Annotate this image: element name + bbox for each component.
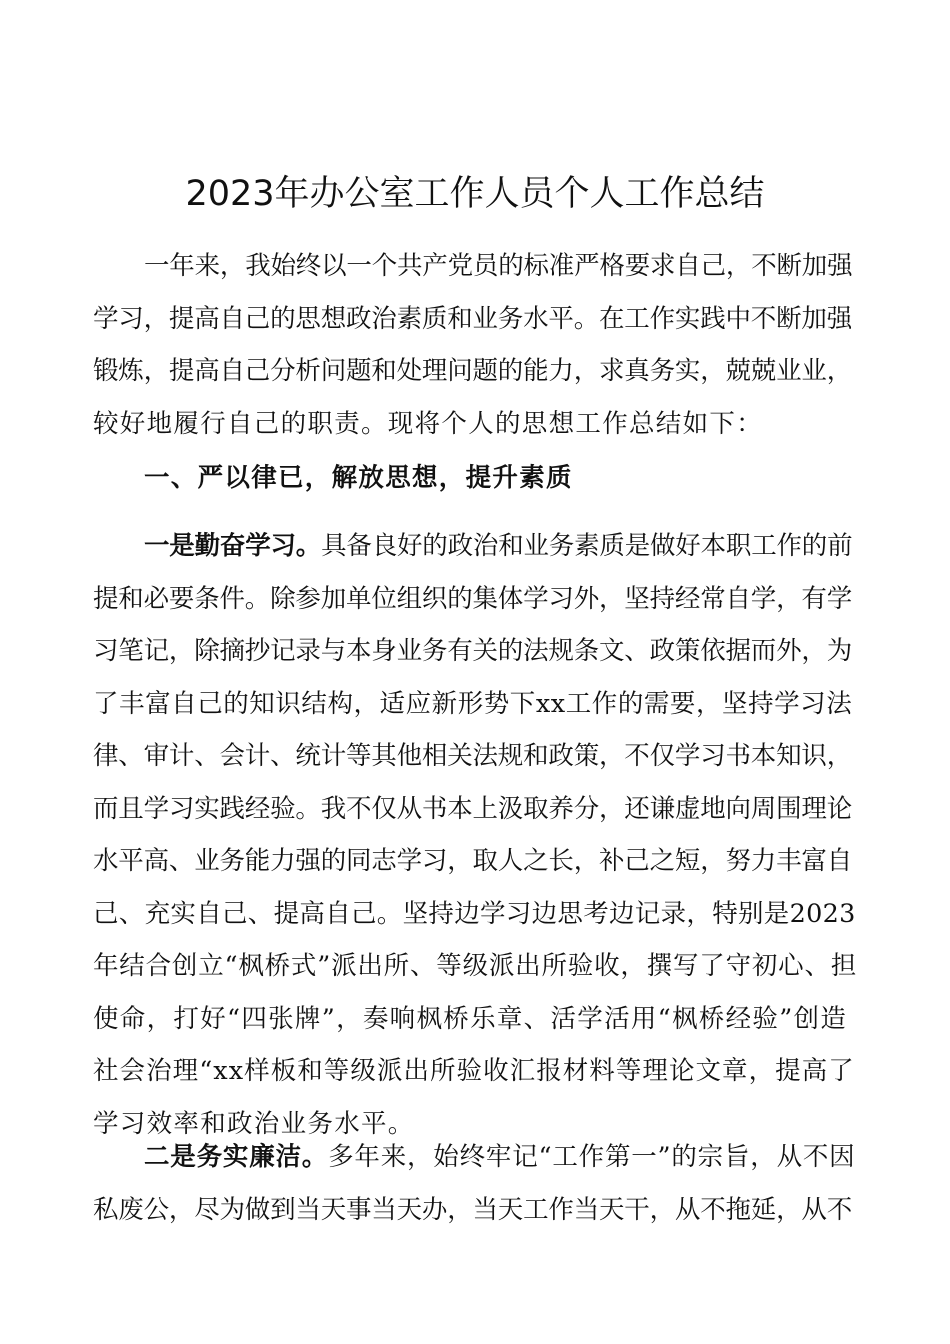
item1-paragraph [93, 520, 857, 1150]
item1-line: 律、审计、会计、统计等其他相关法规和政策，不仅学习书本知识， [93, 741, 853, 771]
section-heading-text: 一、严以律已，解放思想，提升素质 [144, 463, 573, 493]
item2-lead: 二是务实廉洁。 [144, 1142, 329, 1172]
item1-line: 社会治理“xx样板和等级派出所验收汇报材料等理论文章，提高了 [93, 1056, 855, 1086]
intro-line: 锻炼，提高自己分析问题和处理问题的能力，求真务实，兢兢业业， [93, 356, 853, 386]
item2-paragraph [93, 1131, 857, 1236]
intro-line: 学习，提高自己的思想政治素质和业务水平。在工作实践中不断加强 [93, 303, 853, 334]
document-title: 2023年办公室工作人员个人工作总结 [185, 174, 765, 214]
intro-line: 较好地履行自己的职责。现将个人的思想工作总结如下： [93, 408, 764, 439]
item1-lead: 一是勤奋学习。 [144, 531, 322, 561]
item1-line: 而且学习实践经验。我不仅从书本上汲取养分，还谦虚地向周围理论 [93, 793, 853, 824]
item1-line: 水平高、业务能力强的同志学习，取人之长，补己之短，努力丰富自 [93, 846, 853, 876]
item1-line: 年结合创立“枫桥式”派出所、等级派出所验收，撰写了守初心、担 [93, 951, 858, 981]
intro-line: 一年来，我始终以一个共产党员的标准严格要求自己，不断加强 [144, 251, 853, 281]
item1-line: 提和必要条件。除参加单位组织的集体学习外，坚持经常自学，有学 [93, 583, 853, 614]
item1-line: 使命，打好“四张牌”，奏响枫桥乐章、活学活用“枫桥经验”创造 [93, 1003, 848, 1034]
item1-line: 习笔记，除摘抄记录与本身业务有关的法规条文、政策依据而外，为 [93, 636, 853, 666]
intro-paragraph [93, 240, 857, 450]
item2-first-line [93, 1131, 857, 1184]
item1-line: 己、充实自己、提高自己。坚持边学习边思考边记录，特别是2023 [93, 898, 856, 929]
item2-first-line-rest: 多年来，始终牢记“工作第一”的宗旨，从不因 [328, 1142, 856, 1172]
item1-line: 了丰富自己的知识结构，适应新形势下xx工作的需要，坚持学习法 [93, 688, 853, 719]
item1-first-line-rest: 具备良好的政治和业务素质是做好本职工作的前 [321, 531, 853, 561]
item1-line: 学习效率和政治业务水平。 [93, 1108, 415, 1139]
section-heading [93, 452, 857, 505]
item2-line: 私废公，尽为做到当天事当天办，当天工作当天干，从不拖延，从不 [93, 1194, 853, 1225]
item1-first-line [93, 520, 857, 573]
